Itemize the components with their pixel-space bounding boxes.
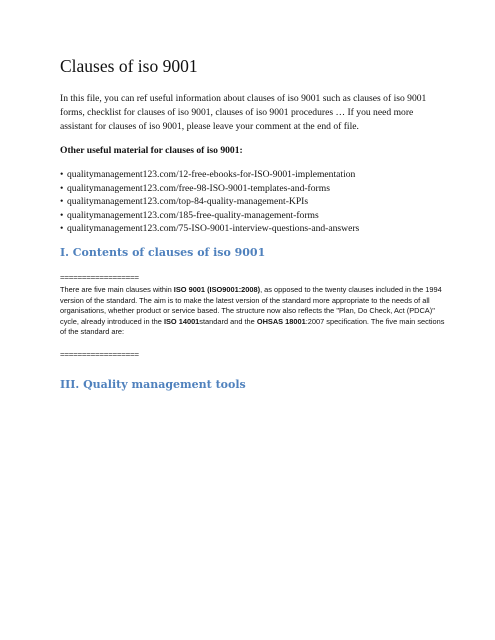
section-heading-tools: III. Quality management tools [60,378,246,391]
list-item[interactable] [60,222,359,236]
bullet-icon: • [60,209,64,221]
body-paragraph [60,285,445,338]
link-text[interactable]: qualitymanagement123.com/75-ISO-9001-interview-questions-and-answers [67,223,360,234]
other-material-heading: Other useful material for clauses of iso 9001: [60,145,243,156]
intro-paragraph: In this file, you can ref useful information about clauses of iso 9001 such as clauses of iso 9001 forms, checklist for clauses of iso 9001, clauses of iso 9001 procedures … If you need more assistant for clauses of iso 9001, please leave your comment at the end of file. [60,93,427,132]
bullet-icon: • [60,182,64,194]
bullet-icon: • [60,196,64,207]
body-text-1: There are five main clauses within [60,285,174,294]
body-text-4: :2007 specification. The five main sections of the standard are: [60,316,445,336]
list-item[interactable] [60,195,359,209]
body-text-3: standard and the [199,316,257,326]
page-title: Clauses of iso 9001 [60,56,198,76]
divider-top: ================== [60,273,139,282]
link-text[interactable]: qualitymanagement123.com/top-84-quality-management-KPIs [67,196,309,207]
link-text[interactable]: qualitymanagement123.com/185-free-quality-management-forms [67,209,319,221]
list-item[interactable] [60,182,359,196]
body-bold-ohsas: OHSAS 18001 [256,316,306,326]
links-list [60,168,359,236]
list-item[interactable] [60,168,359,182]
body-bold-iso9001: ISO 9001 (ISO9001:2008) [173,285,261,294]
divider-bottom: ================== [60,350,139,359]
body-bold-iso14001: ISO 14001 [163,316,200,326]
link-text[interactable]: qualitymanagement123.com/12-free-ebooks-for-ISO-9001-implementation [67,169,356,180]
list-item[interactable] [60,209,359,223]
section-heading-contents: I. Contents of clauses of iso 9001 [60,246,266,259]
bullet-icon: • [60,223,64,234]
link-text[interactable]: qualitymanagement123.com/free-98-ISO-9001-templates-and-forms [67,182,330,194]
bullet-icon: • [60,169,64,180]
body-text-2: , as opposed to the twenty clauses included in the 1994 version of the standard. The aim is to make the latest version of the standard more appropriate to the needs of all organisations, whether product or service based. The structure now also reflects the "Plan, Do Check, Act (PDCA)" cycle, already introduced in the [60,285,442,326]
